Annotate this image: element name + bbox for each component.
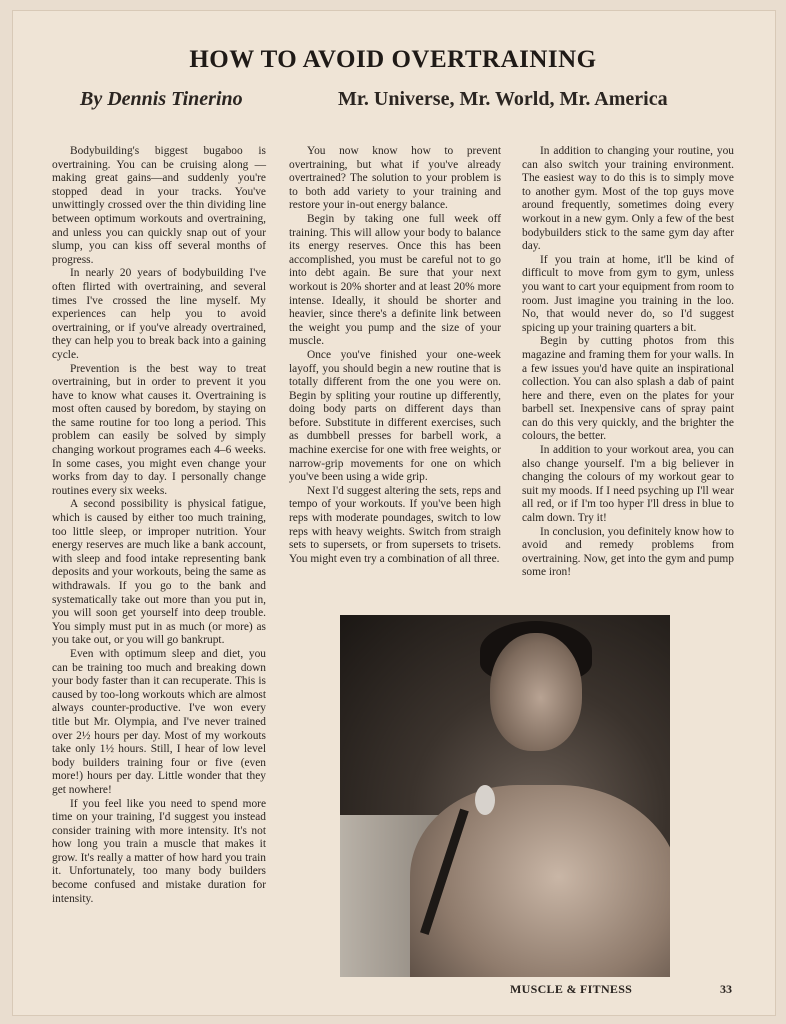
paragraph: Even with optimum sleep and diet, you can be training too much and breaking down your body faster than it can recuperate. This is caused by too-long workouts which are almost always counter-productive. I've won every title but Mr. Olympia, and I've never trained over 2½ hours per day. Most of my workouts take only 1½ hours. Still, I hear of low level body builders training four or five (even more!) hours per day. Little wonder that they get nowhere! bbox=[52, 647, 266, 796]
footer-magazine-name: MUSCLE & FITNESS bbox=[510, 982, 633, 996]
paragraph: If you feel like you need to spend more time on your training, I'd suggest you instead consider training with more intensity. It's not how long you train a muscle that makes it grow. It's really a matter of how hard you train it. Unfortunately, too many body builders become confused and mistake duration for intensity. bbox=[52, 797, 266, 905]
torso-shape bbox=[410, 785, 670, 977]
paragraph: In addition to your workout area, you can also change yourself. I'm a big believer in changing the colours of my workout gear to suit my moods. If I need psyching up I'll wear all red, or if I'm too hyper I'll dress in blue to calm down. Try it! bbox=[522, 444, 734, 525]
paragraph: Prevention is the best way to treat overtraining, but in order to prevent it you have to know what causes it. Overtraining is most often caused by boredom, by staying on the same routine for too long a period. This problem can easily be solved by simply changing workout programes each 4–6 weeks. In some cases, you might even change your works from day to day. I personally change routines every six weeks. bbox=[52, 362, 266, 497]
paragraph: You now know how to prevent overtraining, but what if you've already overtrained? The solution to your problem is to both add variety to your training and restore your in-out energy balance. bbox=[289, 145, 501, 212]
article-title: HOW TO AVOID OVERTRAINING bbox=[189, 46, 597, 73]
paragraph: In nearly 20 years of bodybuilding I've often flirted with overtraining, and several times I've crossed the line myself. My experiences can help you to avoid overtraining, or if you've already overtrained, they can help you to break back into a gaining cycle. bbox=[52, 267, 266, 361]
author-byline: By Dennis Tinerino bbox=[80, 88, 243, 110]
paragraph: Next I'd suggest altering the sets, reps and tempo of your workouts. If you've been high reps with moderate poundages, switch to low reps with heavy weights. Switch from straigh sets to supersets, or from supersets to trisets. You might even try a combination of all three. bbox=[289, 484, 501, 565]
paragraph: Bodybuilding's biggest bugaboo is overtraining. You can be cruising along —making great gains—and suddenly you're stopped dead in your tracks. You've unwittingly crossed over the thin dividing line between optimum workouts and overtraining, and unless you can quickly snap out of your slump, you can kiss off several months of progress. bbox=[52, 145, 266, 266]
paragraph: Begin by cutting photos from this magazine and framing them for your walls. In a few issues you'd have quite an inspirational collection. You can also splash a dab of paint here and there, even on the plates for your barbell set. Inexpensive cans of spray paint can do this very quickly, and the brighter the colours, the better. bbox=[522, 335, 734, 443]
bodybuilder-photo bbox=[340, 615, 670, 977]
text-column-3 bbox=[522, 145, 734, 580]
paragraph: A second possibility is physical fatigue, which is caused by either too much training, too little sleep, or improper nutrition. Your energy reserves are much like a bank account, with sleep and food intake representing bank deposits and your workouts, being the same as withdrawals. If you go to the bank and systematically take out more than you put in, you will soon get yourself into deep trouble. You simply must put in as much (or more) as you take out, or you will go bankrupt. bbox=[52, 498, 266, 647]
text-column-2 bbox=[289, 145, 501, 566]
paragraph: In addition to changing your routine, you can also switch your training environment. The easiest way to do this is to simply move to another gym. Most of the top guys move around frequently, sometimes doing every workout in a new gym. Only a few of the best bodybuilders stick to the same gym day after day. bbox=[522, 145, 734, 253]
paragraph: Begin by taking one full week off training. This will allow your body to balance its energy reserves. Once this has been accomplished, you must be careful not to go into debt again. Be sure that your next workout is 20% shorter and at least 20% more intense. Ideally, it should be shorter and heavier, since there's a definite link between the weight you pump and the size of your muscle. bbox=[289, 212, 501, 348]
paragraph: If you train at home, it'll be kind of difficult to move from gym to gym, unless you want to cart your equipment from room to room. Just imagine you training in the loo. No, that would never do, so I'd suggest spicing up your training quarters a bit. bbox=[522, 253, 734, 334]
text-column-1 bbox=[52, 145, 266, 906]
page-number: 33 bbox=[720, 982, 732, 996]
paragraph: Once you've finished your one-week layoff, you should begin a new routine that is totally different from the one you were on. Begin by spliting your routine up differently, doing body parts on different days than before. Substitute in different exercises, such as dumbbell presses for barbell work, a machine exercise for one with free weights, or narrow-grip movements for one on which you've been using a wide grip. bbox=[289, 348, 501, 484]
author-credentials: Mr. Universe, Mr. World, Mr. America bbox=[338, 88, 668, 110]
head-shape bbox=[490, 633, 582, 751]
microphone-icon bbox=[475, 785, 495, 815]
paragraph: In conclusion, you definitely know how to avoid and remedy problems from overtraining. Now, get into the gym and pump some iron! bbox=[522, 525, 734, 579]
